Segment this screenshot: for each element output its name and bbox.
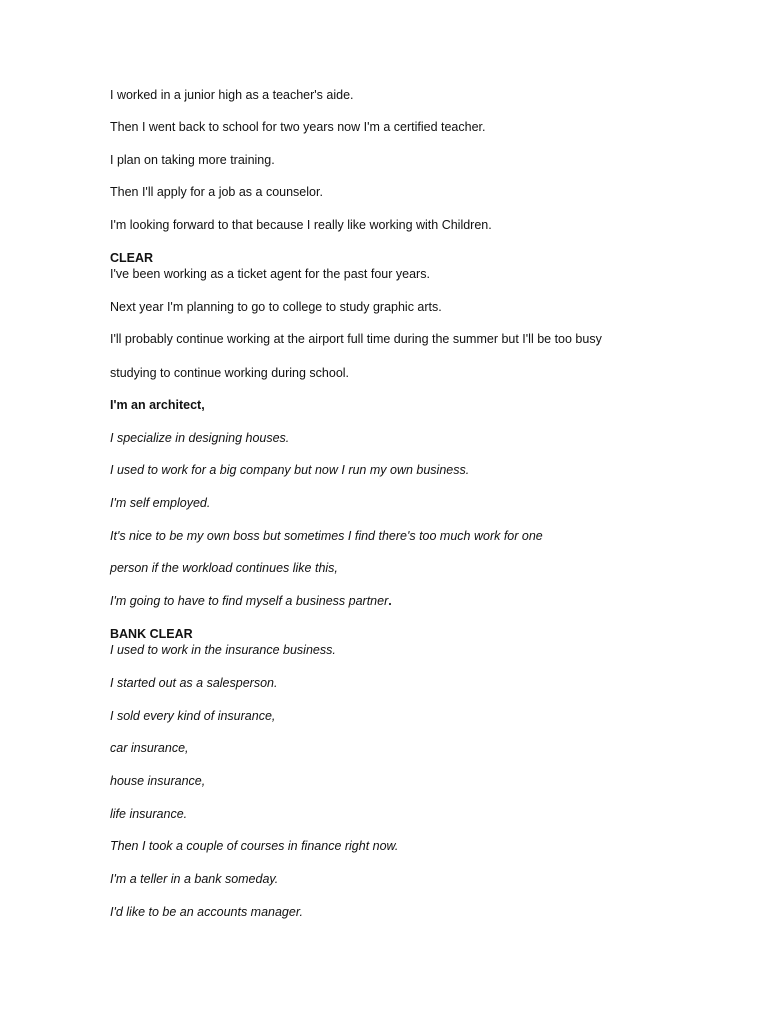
text-line: house insurance, (110, 774, 206, 788)
text-line: I'd like to be an accounts manager. (110, 905, 304, 919)
text-line: I plan on taking more training. (110, 153, 275, 167)
text-line: I'm a teller in a bank someday. (110, 872, 279, 886)
text-line: Then I went back to school for two years now I'm a certified teacher. (110, 120, 486, 134)
section-heading-architect: I'm an architect, (110, 398, 205, 412)
text-line (110, 593, 392, 609)
text-line: studying to continue working during school. (110, 366, 350, 380)
text-line: It's nice to be my own boss but sometimes I find there's too much work for one (110, 529, 543, 543)
text-line: I used to work in the insurance business. (110, 643, 336, 657)
text-line: I'll probably continue working at the airport full time during the summer but I'll be too busy (110, 332, 602, 346)
section-heading-bank-clear: BANK CLEAR (110, 627, 193, 641)
text-line: Then I took a couple of courses in finance right now. (110, 839, 399, 853)
text-line: I sold every kind of insurance, (110, 709, 276, 723)
text-line: I've been working as a ticket agent for the past four years. (110, 267, 430, 281)
text-line: I'm looking forward to that because I really like working with Children. (110, 218, 492, 232)
text-line: I started out as a salesperson. (110, 676, 278, 690)
text-line: I used to work for a big company but now I run my own business. (110, 463, 470, 477)
text-line-body: I'm going to have to find myself a business partner (110, 594, 389, 608)
text-line: car insurance, (110, 741, 189, 755)
section-heading-clear: CLEAR (110, 251, 154, 265)
text-line: I worked in a junior high as a teacher's aide. (110, 88, 354, 102)
text-line: I specialize in designing houses. (110, 431, 290, 445)
text-line-period: . (388, 594, 392, 608)
text-line: life insurance. (110, 807, 188, 821)
text-line: Next year I'm planning to go to college to study graphic arts. (110, 300, 442, 314)
text-line: person if the workload continues like this, (110, 561, 338, 575)
text-line: Then I'll apply for a job as a counselor. (110, 185, 323, 199)
text-line: I'm self employed. (110, 496, 211, 510)
